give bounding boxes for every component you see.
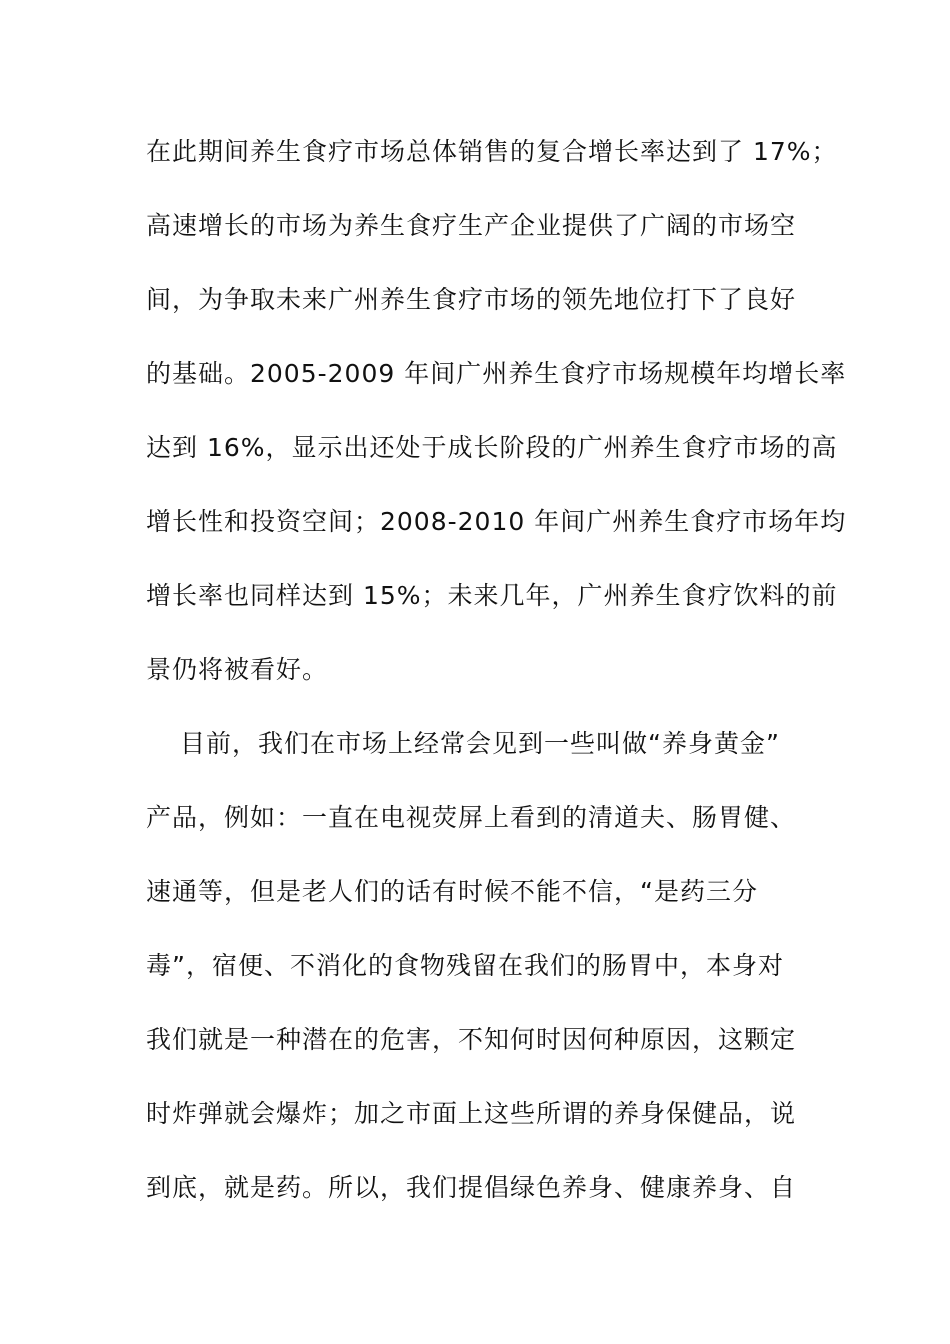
- text-line-5: 达到 16%，显示出还处于成长阶段的广州养生食疗市场的高: [146, 433, 838, 462]
- text-line-6: 增长性和投资空间；2008-2010 年间广州养生食疗市场年均: [146, 507, 847, 536]
- text-line-7: 增长率也同样达到 15%；未来几年，广州养生食疗饮料的前: [146, 581, 838, 610]
- text-line-12: 毒”，宿便、不消化的食物残留在我们的肠胃中，本身对: [146, 951, 784, 980]
- text-line-11: 速通等，但是老人们的话有时候不能不信，“是药三分: [146, 877, 758, 906]
- text-line-3: 间，为争取未来广州养生食疗市场的领先地位打下了良好: [146, 285, 797, 314]
- text-line-8: 景仍将被看好。: [146, 655, 329, 684]
- text-line-10: 产品，例如：一直在电视荧屏上看到的清道夫、肠胃健、: [146, 803, 797, 832]
- text-line-9: 目前，我们在市场上经常会见到一些叫做“养身黄金”: [180, 729, 780, 758]
- text-line-1: 在此期间养生食疗市场总体销售的复合增长率达到了 17%；: [146, 137, 838, 166]
- text-line-13: 我们就是一种潜在的危害，不知何时因何种原因，这颗定: [146, 1025, 797, 1054]
- text-line-15: 到底，就是药。所以，我们提倡绿色养身、健康养身、自: [146, 1173, 797, 1202]
- text-line-2: 高速增长的市场为养生食疗生产企业提供了广阔的市场空: [146, 211, 797, 240]
- text-line-14: 时炸弹就会爆炸；加之市面上这些所谓的养身保健品，说: [146, 1099, 797, 1128]
- text-line-4: 的基础。2005-2009 年间广州养生食疗市场规模年均增长率: [146, 359, 847, 388]
